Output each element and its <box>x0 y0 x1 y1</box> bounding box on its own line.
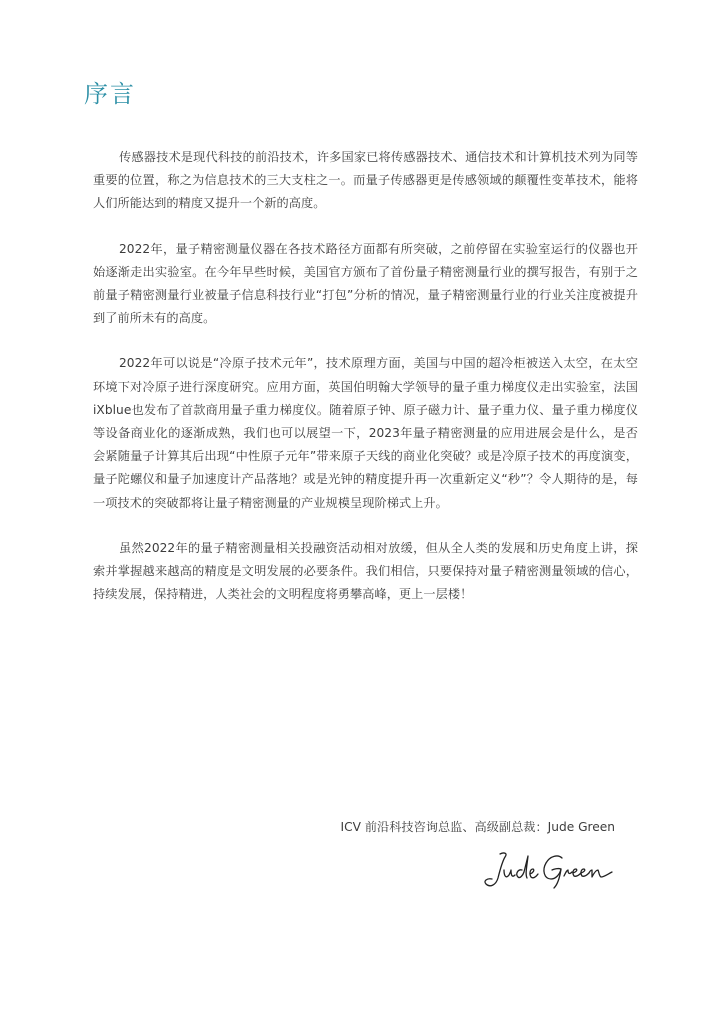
page-title: 序言 <box>84 80 136 108</box>
paragraph-4: 虽然2022年的量子精密测量相关投融资活动相对放缓，但从全人类的发展和历史角度上讲，探索并掌握越来越高的精度是文明发展的必要条件。我们相信，只要保持对量子精密测量领域的信心，持续发展，保持精进，人类社会的文明程度将勇攀高峰，更上一层楼！ <box>93 540 638 602</box>
preface-body <box>93 146 638 628</box>
author-attribution: ICV 前沿科技咨询总监、高级副总裁：Jude Green <box>340 820 615 834</box>
handwritten-signature <box>478 848 618 892</box>
paragraph-2: 2022年，量子精密测量仪器在各技术路径方面都有所突破，之前停留在实验室运行的仪器也开始逐渐走出实验室。在今年早些时候，美国官方颁布了首份量子精密测量行业的撰写报告，有别于之前量子精密测量行业被量子信息科技行业“打包”分析的情况，量子精密测量行业的行业关注度被提升到了前所未有的高度。 <box>93 241 638 326</box>
paragraph-3: 2022年可以说是“冷原子技术元年”，技术原理方面，美国与中国的超冷柜被送入太空，在太空环境下对冷原子进行深度研究。应用方面，英国伯明翰大学领导的量子重力梯度仪走出实验室，法国iXblue也发布了首款商用量子重力梯度仪。随着原子钟、原子磁力计、量子重力仪、量子重力梯度仪等设备商业化的逐渐成熟，我们也可以展望一下，2023年量子精密测量的应用进展会是什么，是否会紧随量子计算其后出现“中性原子元年”带来原子天线的商业化突破？或是冷原子技术的再度演变，量子陀螺仪和量子加速度计产品落地？或是光钟的精度提升再一次重新定义“秒”？令人期待的是，每一项技术的突破都将让量子精密测量的产业规模呈现阶梯式上升。 <box>93 356 638 510</box>
paragraph-1: 传感器技术是现代科技的前沿技术，许多国家已将传感器技术、通信技术和计算机技术列为同等重要的位置，称之为信息技术的三大支柱之一。而量子传感器更是传感领域的颠覆性变革技术，能将人们所能达到的精度又提升一个新的高度。 <box>93 150 638 211</box>
